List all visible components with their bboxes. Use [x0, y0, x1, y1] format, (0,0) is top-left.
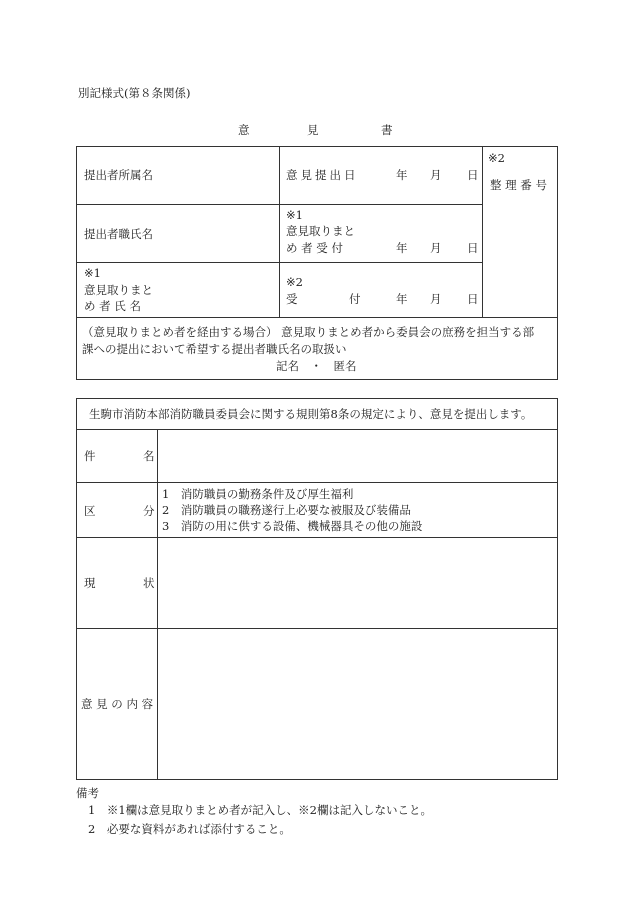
divider [482, 146, 483, 317]
divider [76, 429, 558, 430]
name-handling-note-line1: （意見取りまとめ者を経由する場合） 意見取りまとめ者から委員会の庶務を担当する部 [82, 325, 535, 339]
divider [76, 482, 558, 483]
title-char-2: 見 [307, 123, 321, 137]
control-number-label: 整 理 番 号 [490, 178, 547, 192]
receive-char-2: 付 [349, 292, 361, 306]
date-month: 月 [430, 168, 442, 182]
name-handling-options: 記名 ・ 匿名 [276, 359, 357, 373]
mark-2: ※2 [286, 275, 303, 289]
submitter-name-label: 提出者職氏名 [84, 227, 153, 241]
subject-label-char-1: 件 [84, 449, 96, 463]
form-reference: 別記様式(第８条関係) [78, 86, 191, 100]
receive-char-1: 受 [286, 292, 298, 306]
date-month: 月 [430, 292, 442, 306]
mark-1: ※1 [286, 208, 303, 222]
submit-date-label: 意見提出日 [286, 168, 359, 182]
submission-statement: 生駒市消防本部消防職員委員会に関する規則第8条の規定により、意見を提出します。 [89, 407, 533, 421]
divider [279, 146, 280, 317]
opinion-content-label: 意 見 の 内 容 [81, 697, 154, 711]
category-label-char-1: 区 [84, 504, 96, 518]
coordinator-name-line2: め 者 氏 名 [84, 299, 141, 313]
date-day: 日 [467, 241, 479, 255]
category-item: 2 消防職員の職務遂行上必要な被服及び装備品 [162, 503, 411, 517]
divider [76, 537, 558, 538]
date-year: 年 [396, 168, 408, 182]
title-char-3: 書 [381, 123, 395, 137]
subject-label-char-2: 名 [143, 449, 155, 463]
divider [76, 628, 558, 629]
remarks-item: 1 ※1欄は意見取りまとめ者が記入し、※2欄は記入しないこと。 [88, 803, 432, 817]
category-label-char-2: 分 [143, 504, 155, 518]
status-label-char-1: 現 [84, 576, 96, 590]
category-item: 1 消防職員の勤務条件及び厚生福利 [162, 487, 354, 501]
title-char-1: 意 [238, 123, 252, 137]
coordinator-receive-line1: 意見取りまと [286, 224, 355, 238]
date-month: 月 [430, 241, 442, 255]
divider [76, 317, 558, 318]
remarks-item: 2 必要な資料があれば添付すること。 [88, 822, 291, 836]
date-year: 年 [396, 241, 408, 255]
coordinator-receive-line2: め 者 受 付 [286, 241, 343, 255]
coordinator-name-line1: 意見取りまと [84, 283, 153, 297]
date-day: 日 [467, 168, 479, 182]
category-item: 3 消防の用に供する設備、機械器具その他の施設 [162, 519, 423, 533]
name-handling-note-line2: 課への提出において希望する提出者職氏名の取扱い [82, 342, 347, 356]
divider [76, 262, 482, 263]
date-day: 日 [467, 292, 479, 306]
remarks-heading: 備考 [76, 786, 99, 800]
divider [76, 204, 482, 205]
mark-1: ※1 [84, 266, 101, 280]
status-label-char-2: 状 [143, 576, 155, 590]
mark-2: ※2 [488, 151, 505, 165]
affiliation-label: 提出者所属名 [84, 168, 153, 182]
date-year: 年 [396, 292, 408, 306]
